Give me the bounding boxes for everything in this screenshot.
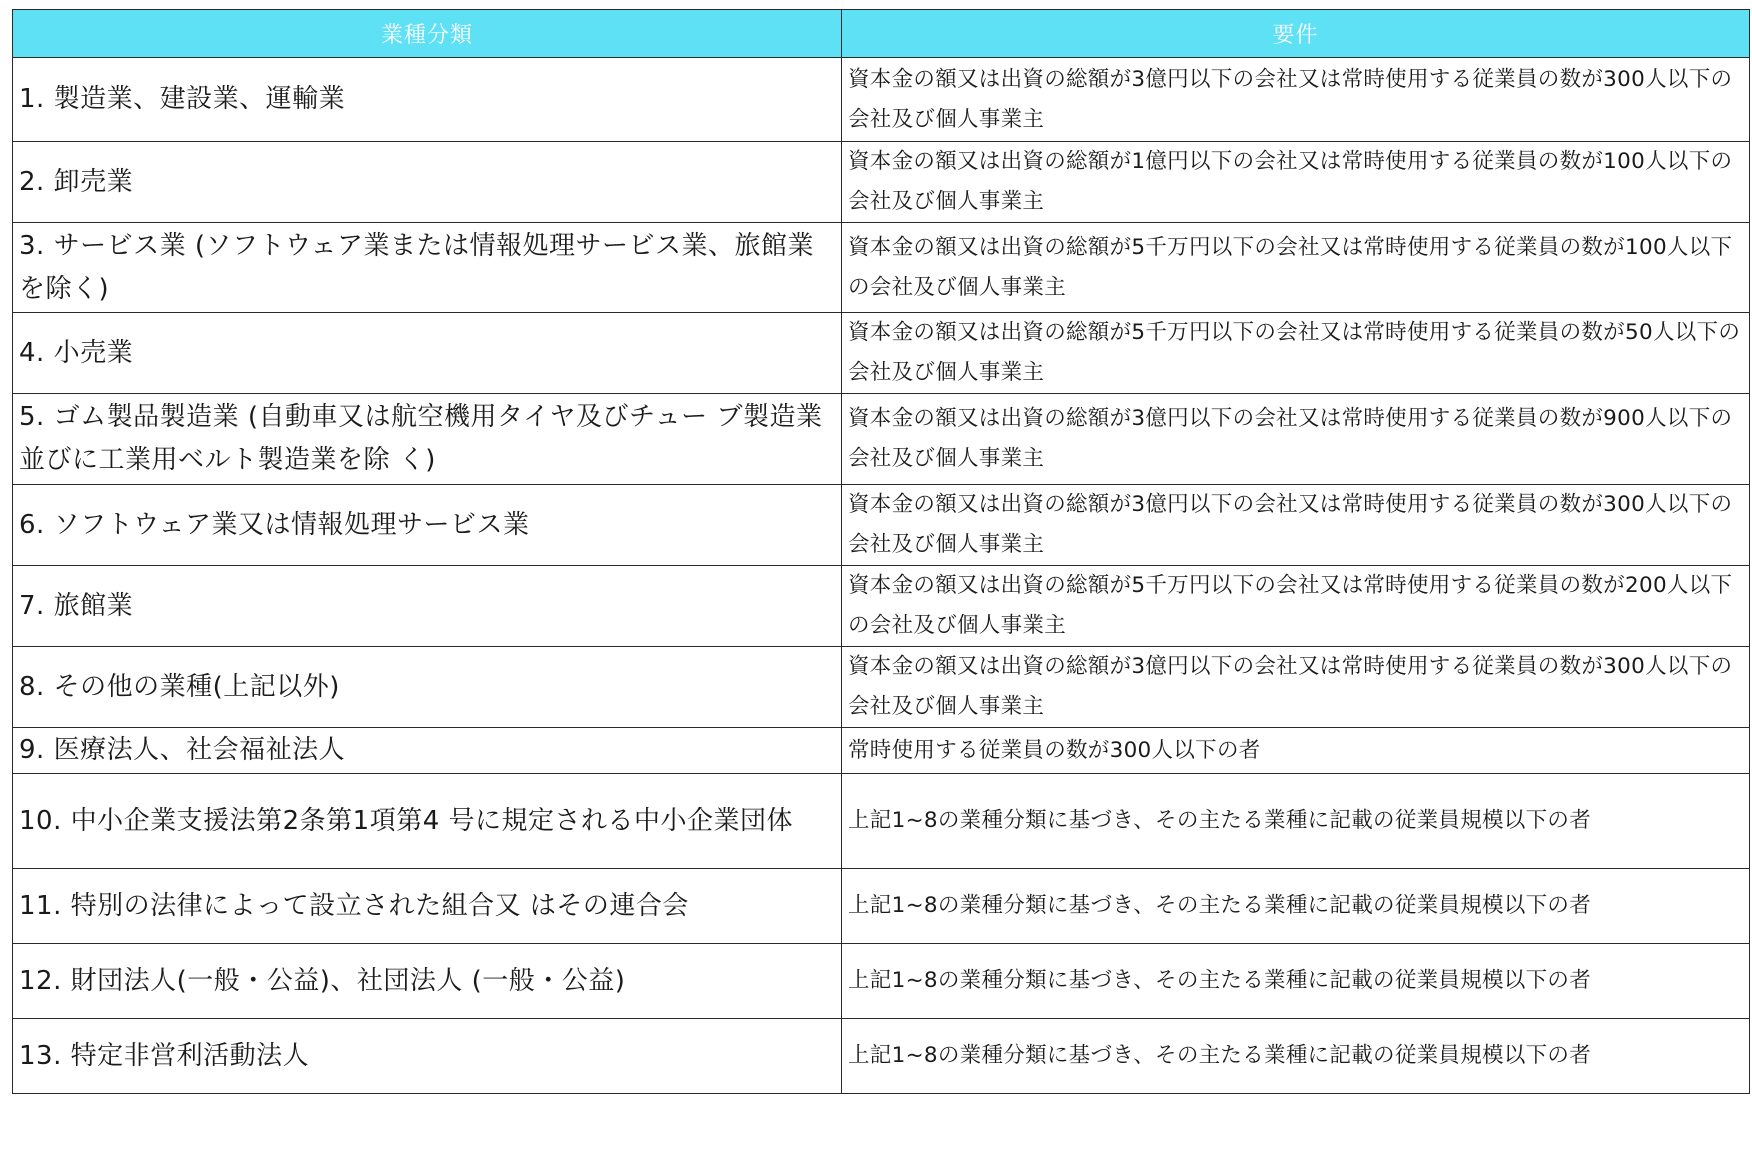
- table-row: [13, 728, 1750, 774]
- requirement-cell: 上記1~8の業種分類に基づき、その主たる業種に記載の従業員規模以下の者: [842, 1019, 1750, 1094]
- requirement-cell: 資本金の額又は出資の総額が1億円以下の会社又は常時使用する従業員の数が100人以下の会社及び個人事業主: [842, 142, 1750, 223]
- category-cell: 13. 特定非営利活動法人: [13, 1019, 842, 1094]
- requirement-cell: 資本金の額又は出資の総額が5千万円以下の会社又は常時使用する従業員の数が200人以下の会社及び個人事業主: [842, 566, 1750, 647]
- requirement-cell: 資本金の額又は出資の総額が3億円以下の会社又は常時使用する従業員の数が300人以下の会社及び個人事業主: [842, 485, 1750, 566]
- table-header-row: [13, 10, 1750, 58]
- category-cell: 8. その他の業種(上記以外): [13, 647, 842, 728]
- header-category: 業種分類: [13, 10, 842, 58]
- category-cell: 4. 小売業: [13, 313, 842, 394]
- requirement-cell: 資本金の額又は出資の総額が3億円以下の会社又は常時使用する従業員の数が300人以下の会社及び個人事業主: [842, 647, 1750, 728]
- requirement-cell: 資本金の額又は出資の総額が5千万円以下の会社又は常時使用する従業員の数が100人以下の会社及び個人事業主: [842, 223, 1750, 313]
- category-cell: 11. 特別の法律によって設立された組合又 はその連合会: [13, 869, 842, 944]
- header-requirement: 要件: [842, 10, 1750, 58]
- sme-requirements-table: [12, 9, 1750, 1094]
- requirement-cell: 資本金の額又は出資の総額が3億円以下の会社又は常時使用する従業員の数が300人以下の会社及び個人事業主: [842, 58, 1750, 142]
- table-row: [13, 944, 1750, 1019]
- category-cell: 2. 卸売業: [13, 142, 842, 223]
- category-cell: 5. ゴム製品製造業 (自動車又は航空機用タイヤ及びチュー ブ製造業並びに工業用ベルト製造業を除 く): [13, 394, 842, 485]
- table-row: [13, 58, 1750, 142]
- requirement-cell: 上記1~8の業種分類に基づき、その主たる業種に記載の従業員規模以下の者: [842, 869, 1750, 944]
- table-row: [13, 485, 1750, 566]
- category-cell: 10. 中小企業支援法第2条第1項第4 号に規定される中小企業団体: [13, 774, 842, 869]
- table-row: [13, 566, 1750, 647]
- category-cell: 3. サービス業 (ソフトウェア業または情報処理サービス業、旅館業を除く): [13, 223, 842, 313]
- requirement-cell: 上記1~8の業種分類に基づき、その主たる業種に記載の従業員規模以下の者: [842, 944, 1750, 1019]
- requirement-cell: 常時使用する従業員の数が300人以下の者: [842, 728, 1750, 774]
- category-cell: 9. 医療法人、社会福祉法人: [13, 728, 842, 774]
- table-row: [13, 223, 1750, 313]
- requirement-cell: 資本金の額又は出資の総額が5千万円以下の会社又は常時使用する従業員の数が50人以下の会社及び個人事業主: [842, 313, 1750, 394]
- table-row: [13, 647, 1750, 728]
- table-row: [13, 774, 1750, 869]
- table-row: [13, 313, 1750, 394]
- requirement-cell: 上記1~8の業種分類に基づき、その主たる業種に記載の従業員規模以下の者: [842, 774, 1750, 869]
- category-cell: 1. 製造業、建設業、運輸業: [13, 58, 842, 142]
- category-cell: 12. 財団法人(一般・公益)、社団法人 (一般・公益): [13, 944, 842, 1019]
- category-cell: 6. ソフトウェア業又は情報処理サービス業: [13, 485, 842, 566]
- table-row: [13, 869, 1750, 944]
- table-row: [13, 142, 1750, 223]
- table-row: [13, 394, 1750, 485]
- table-row: [13, 1019, 1750, 1094]
- category-cell: 7. 旅館業: [13, 566, 842, 647]
- requirement-cell: 資本金の額又は出資の総額が3億円以下の会社又は常時使用する従業員の数が900人以下の会社及び個人事業主: [842, 394, 1750, 485]
